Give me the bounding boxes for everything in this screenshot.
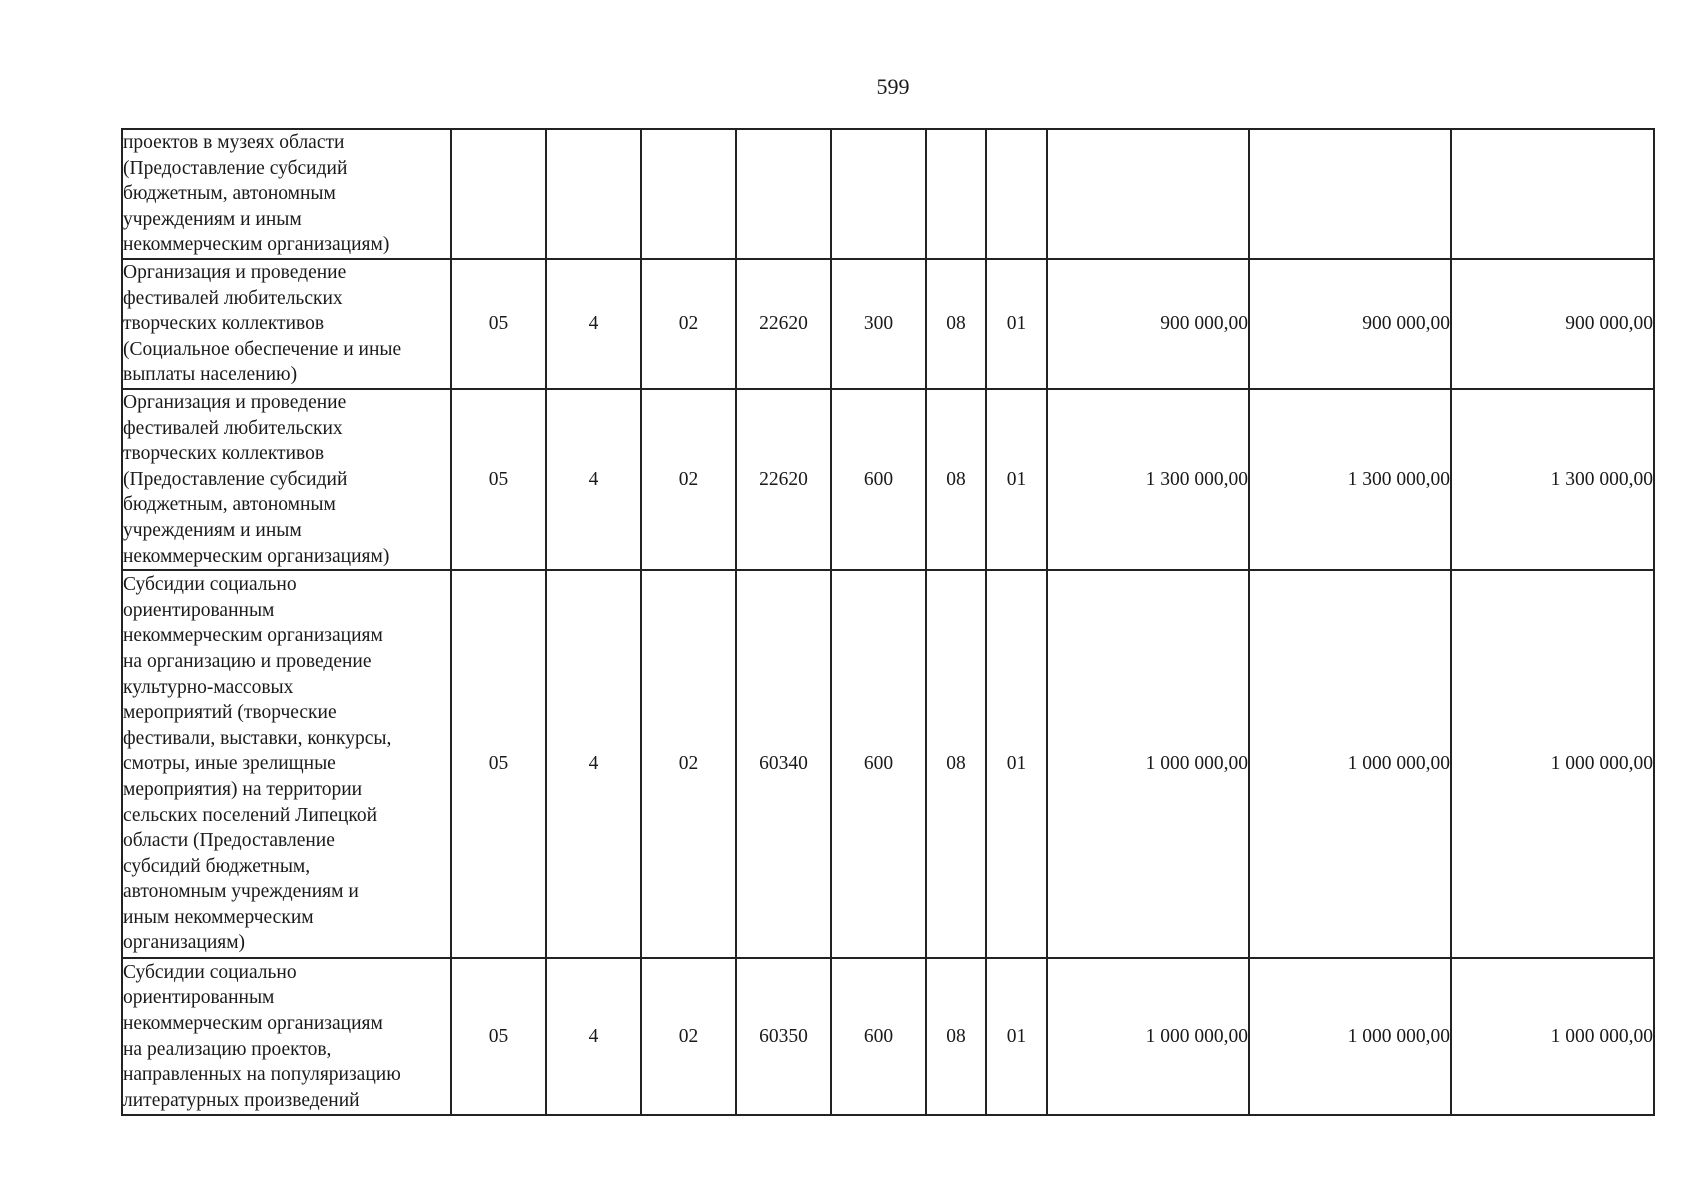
- amount-cell-2: [1249, 129, 1451, 259]
- code-cell-1: 05: [451, 259, 546, 389]
- description-line: творческих коллективов: [123, 443, 325, 465]
- budget-table: [121, 128, 1655, 1116]
- amount-cell-1: 1 000 000,00: [1047, 958, 1249, 1115]
- amount-cell-3: 1 000 000,00: [1451, 958, 1654, 1115]
- description-line: фестивалей любительских: [123, 417, 343, 439]
- amount-cell-3: 1 000 000,00: [1451, 570, 1654, 958]
- table-row: [122, 129, 1654, 259]
- description-line: учреждениям и иным: [123, 208, 302, 230]
- description-line: мероприятий (творческие: [123, 702, 337, 724]
- description-line: бюджетным, автономным: [123, 183, 336, 205]
- description-line: Субсидии социально: [123, 574, 297, 596]
- amount-cell-1: 1 300 000,00: [1047, 389, 1249, 570]
- code-cell-3: 02: [641, 259, 736, 389]
- code-cell-7: 01: [986, 958, 1047, 1115]
- description-line: учреждениям и иным: [123, 519, 302, 541]
- description-line: сельских поселений Липецкой: [123, 804, 378, 826]
- code-cell-2: 4: [546, 389, 641, 570]
- row-description: [122, 259, 451, 389]
- amount-cell-1: 1 000 000,00: [1047, 570, 1249, 958]
- description-line: субсидий бюджетным,: [123, 855, 311, 877]
- description-line: направленных на популяризацию: [123, 1064, 401, 1086]
- code-cell-2: 4: [546, 570, 641, 958]
- description-line: некоммерческим организациям): [123, 545, 390, 567]
- description-line: Субсидии социально: [123, 961, 297, 983]
- row-description: [122, 570, 451, 958]
- code-cell-6: 08: [926, 389, 986, 570]
- code-cell-6: [926, 129, 986, 259]
- code-cell-2: 4: [546, 958, 641, 1115]
- code-cell-1: 05: [451, 958, 546, 1115]
- code-cell-4: 22620: [736, 389, 831, 570]
- description-line: мероприятия) на территории: [123, 778, 363, 800]
- row-description: [122, 129, 451, 259]
- description-line: на организацию и проведение: [123, 650, 372, 672]
- code-cell-5: 300: [831, 259, 926, 389]
- description-line: выплаты населению): [123, 364, 298, 386]
- code-cell-2: 4: [546, 259, 641, 389]
- description-line: на реализацию проектов,: [123, 1038, 332, 1060]
- description-line: фестивали, выставки, конкурсы,: [123, 727, 392, 749]
- code-cell-3: 02: [641, 958, 736, 1115]
- code-cell-1: [451, 129, 546, 259]
- code-cell-6: 08: [926, 570, 986, 958]
- code-cell-4: 60350: [736, 958, 831, 1115]
- code-cell-7: [986, 129, 1047, 259]
- code-cell-6: 08: [926, 958, 986, 1115]
- code-cell-5: 600: [831, 570, 926, 958]
- description-line: творческих коллективов: [123, 313, 325, 335]
- description-line: смотры, иные зрелищные: [123, 753, 336, 775]
- description-line: (Предоставление субсидий: [123, 468, 348, 490]
- code-cell-3: [641, 129, 736, 259]
- code-cell-5: 600: [831, 958, 926, 1115]
- description-line: ориентированным: [123, 599, 275, 621]
- description-line: автономным учреждениям и: [123, 881, 359, 903]
- row-description: [122, 958, 451, 1115]
- amount-cell-2: 1 000 000,00: [1249, 958, 1451, 1115]
- code-cell-5: [831, 129, 926, 259]
- code-cell-7: 01: [986, 389, 1047, 570]
- amount-cell-2: 1 300 000,00: [1249, 389, 1451, 570]
- code-cell-2: [546, 129, 641, 259]
- code-cell-3: 02: [641, 389, 736, 570]
- description-line: Организация и проведение: [123, 261, 347, 283]
- description-line: бюджетным, автономным: [123, 494, 336, 516]
- table-row: [122, 958, 1654, 1115]
- description-line: проектов в музеях области: [123, 132, 345, 153]
- amount-cell-2: 900 000,00: [1249, 259, 1451, 389]
- description-line: ориентированным: [123, 987, 275, 1009]
- code-cell-4: [736, 129, 831, 259]
- description-line: литературных произведений: [123, 1089, 360, 1111]
- description-line: (Предоставление субсидий: [123, 157, 348, 179]
- table-row: [122, 570, 1654, 958]
- amount-cell-2: 1 000 000,00: [1249, 570, 1451, 958]
- description-line: (Социальное обеспечение и иные: [123, 338, 402, 360]
- code-cell-1: 05: [451, 570, 546, 958]
- description-line: некоммерческим организациям): [123, 234, 390, 256]
- code-cell-4: 60340: [736, 570, 831, 958]
- code-cell-7: 01: [986, 259, 1047, 389]
- amount-cell-3: 900 000,00: [1451, 259, 1654, 389]
- row-description: [122, 389, 451, 570]
- amount-cell-3: 1 300 000,00: [1451, 389, 1654, 570]
- code-cell-7: 01: [986, 570, 1047, 958]
- description-line: Организация и проведение: [123, 391, 347, 413]
- description-line: некоммерческим организациям: [123, 625, 383, 647]
- code-cell-1: 05: [451, 389, 546, 570]
- page-number: 599: [876, 74, 910, 99]
- description-line: культурно-массовых: [123, 676, 294, 698]
- code-cell-3: 02: [641, 570, 736, 958]
- amount-cell-3: [1451, 129, 1654, 259]
- description-line: некоммерческим организациям: [123, 1013, 383, 1035]
- amount-cell-1: 900 000,00: [1047, 259, 1249, 389]
- table-row: [122, 259, 1654, 389]
- description-line: области (Предоставление: [123, 830, 335, 852]
- code-cell-4: 22620: [736, 259, 831, 389]
- code-cell-6: 08: [926, 259, 986, 389]
- description-line: организациям): [123, 932, 246, 954]
- description-line: иным некоммерческим: [123, 906, 314, 928]
- code-cell-5: 600: [831, 389, 926, 570]
- description-line: фестивалей любительских: [123, 287, 343, 309]
- amount-cell-1: [1047, 129, 1249, 259]
- table-row: [122, 389, 1654, 570]
